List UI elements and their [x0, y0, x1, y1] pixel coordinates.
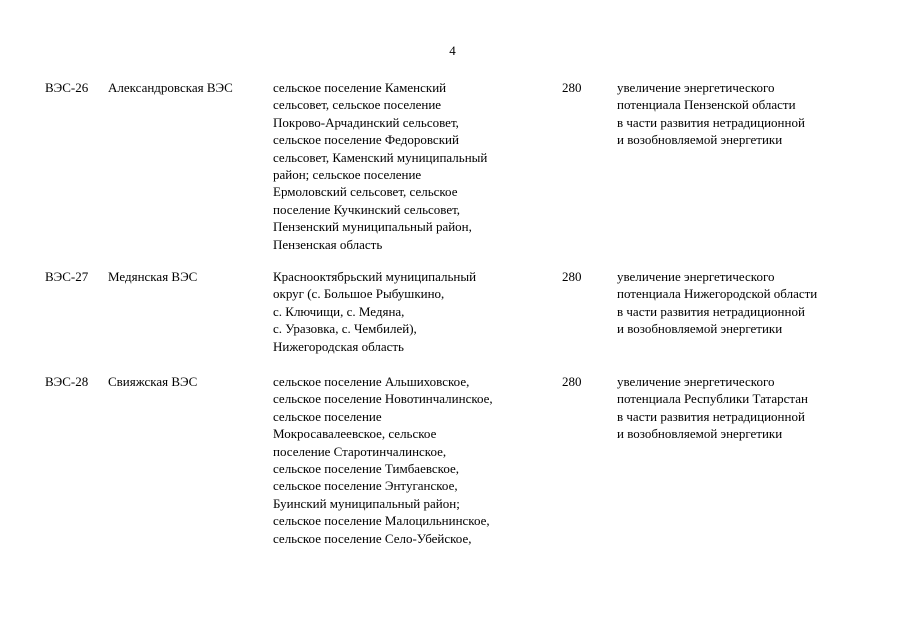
row-purpose — [617, 268, 877, 338]
location-line: сельское поселение Каменский — [273, 80, 447, 95]
location-line: Нижегородская область — [273, 338, 404, 354]
row-location — [273, 373, 548, 547]
page-number: 4 — [449, 43, 456, 58]
location-line: округ (с. Большое Рыбушкино, — [273, 286, 445, 302]
purpose-line: потенциала Нижегородской области — [617, 286, 818, 302]
purpose-line: и возобновляемой энергетики — [617, 426, 783, 442]
location-line: Пензенская область — [273, 236, 383, 252]
location-line: Пензенский муниципальный район, — [273, 219, 472, 235]
row-name: Свияжская ВЭС — [108, 374, 198, 389]
purpose-line: и возобновляемой энергетики — [617, 321, 783, 337]
purpose-line: в части развития нетрадиционной — [617, 408, 805, 424]
location-line: сельское поселение — [273, 408, 382, 424]
purpose-line: увеличение энергетического — [617, 374, 775, 389]
purpose-line: увеличение энергетического — [617, 80, 775, 95]
location-line: сельское поселение Энтуганское, — [273, 478, 458, 494]
location-line: сельское поселение Новотинчалинское, — [273, 391, 493, 407]
row-purpose — [617, 79, 877, 149]
purpose-line: в части развития нетрадиционной — [617, 303, 805, 319]
location-line: Покрово-Арчадинский сельсовет, — [273, 114, 459, 130]
row-power: 280 — [562, 269, 582, 284]
purpose-line: в части развития нетрадиционной — [617, 114, 805, 130]
location-line: Буинский муниципальный район; — [273, 495, 460, 511]
row-location — [273, 268, 548, 355]
location-line: сельское поселение Село-Убейское, — [273, 530, 472, 546]
location-line: Ермоловский сельсовет, сельское — [273, 184, 458, 200]
location-line: сельское поселение Федоровский — [273, 132, 459, 148]
row-power: 280 — [562, 374, 582, 389]
purpose-line: увеличение энергетического — [617, 269, 775, 284]
row-code: ВЭС-27 — [45, 269, 89, 284]
location-line: поселение Старотинчалинское, — [273, 443, 447, 459]
location-line: сельское поселение Тимбаевское, — [273, 461, 460, 477]
purpose-line: потенциала Пензенской области — [617, 97, 796, 113]
row-power: 280 — [562, 80, 582, 95]
row-name: Медянская ВЭС — [108, 269, 198, 284]
location-line: сельсовет, сельское поселение — [273, 97, 442, 113]
row-name: Александровская ВЭС — [108, 80, 233, 95]
location-line: сельсовет, Каменский муниципальный — [273, 149, 488, 165]
row-location — [273, 79, 548, 253]
location-line: с. Уразовка, с. Чембилей), — [273, 321, 417, 337]
row-code: ВЭС-28 — [45, 374, 89, 389]
location-line: район; сельское поселение — [273, 167, 422, 183]
row-purpose — [617, 373, 877, 443]
row-code: ВЭС-26 — [45, 80, 89, 95]
purpose-line: и возобновляемой энергетики — [617, 132, 783, 148]
purpose-line: потенциала Республики Татарстан — [617, 391, 808, 407]
location-line: с. Ключищи, с. Медяна, — [273, 303, 405, 319]
location-line: сельское поселение Альшиховское, — [273, 374, 470, 389]
location-line: Мокросавалеевское, сельское — [273, 426, 437, 442]
location-line: сельское поселение Малоцильнинское, — [273, 513, 490, 529]
location-line: поселение Кучкинский сельсовет, — [273, 201, 461, 217]
location-line: Краснооктябрьский муниципальный — [273, 269, 477, 284]
